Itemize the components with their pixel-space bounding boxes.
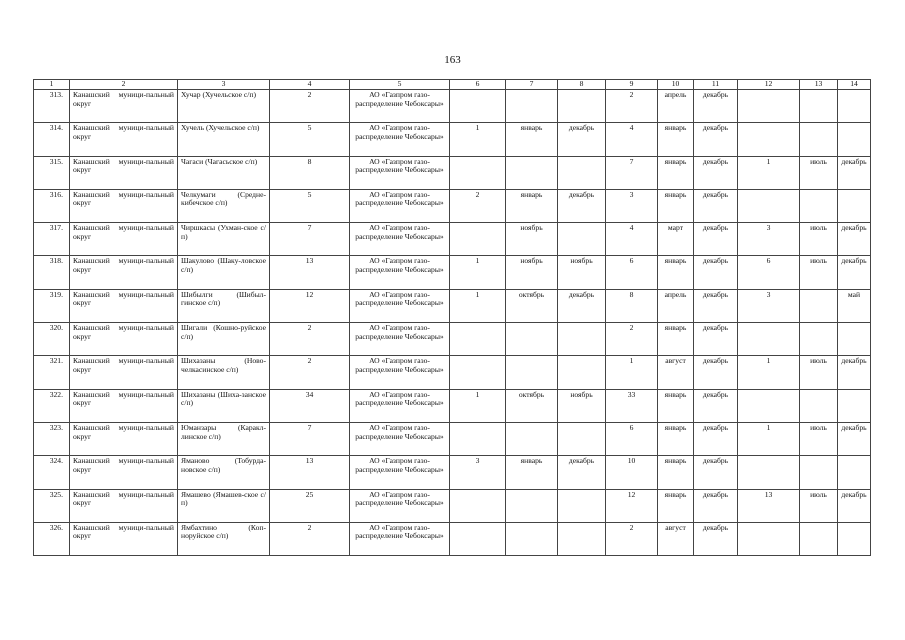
- col13-cell: [800, 456, 838, 489]
- col8-cell: [558, 90, 606, 123]
- col10-cell: январь: [658, 323, 694, 356]
- settlement-cell: Шигали (Кошно-руйское с/п): [178, 323, 270, 356]
- column-header-13: 13: [800, 80, 838, 90]
- organization-cell: АО «Газпром газо-распределение Чебоксары»: [350, 156, 450, 189]
- row-number: 313.: [34, 90, 70, 123]
- organization-cell: АО «Газпром газо-распределение Чебоксары»: [350, 522, 450, 555]
- col11-cell: декабрь: [694, 356, 738, 389]
- col10-cell: апрель: [658, 90, 694, 123]
- settlement-cell: Шихазаны (Ново-челкасинское с/п): [178, 356, 270, 389]
- col11-cell: декабрь: [694, 90, 738, 123]
- district-cell: Канашский муници-пальный округ: [70, 223, 178, 256]
- col7-cell: январь: [506, 123, 558, 156]
- col7-cell: [506, 156, 558, 189]
- col13-cell: июль: [800, 156, 838, 189]
- organization-cell: АО «Газпром газо-распределение Чебоксары»: [350, 422, 450, 455]
- col10-cell: август: [658, 522, 694, 555]
- col13-cell: июль: [800, 356, 838, 389]
- col10-cell: январь: [658, 456, 694, 489]
- col9-cell: 6: [606, 256, 658, 289]
- col9-cell: 2: [606, 323, 658, 356]
- column-header-11: 11: [694, 80, 738, 90]
- table-row: [34, 323, 871, 356]
- table-row: [34, 389, 871, 422]
- col6-cell: 1: [450, 389, 506, 422]
- col7-cell: январь: [506, 189, 558, 222]
- col13-cell: [800, 123, 838, 156]
- col13-cell: [800, 389, 838, 422]
- table-row: [34, 189, 871, 222]
- col9-cell: 3: [606, 189, 658, 222]
- table-row: [34, 289, 871, 322]
- col6-cell: [450, 90, 506, 123]
- settlement-cell: Челкумаги (Средне-кибечское с/п): [178, 189, 270, 222]
- col14-cell: [838, 123, 871, 156]
- col7-cell: [506, 522, 558, 555]
- settlement-cell: Шакулово (Шаку-ловское с/п): [178, 256, 270, 289]
- col10-cell: январь: [658, 489, 694, 522]
- col10-cell: январь: [658, 156, 694, 189]
- col8-cell: [558, 489, 606, 522]
- col8-cell: [558, 422, 606, 455]
- col10-cell: апрель: [658, 289, 694, 322]
- col12-cell: [738, 456, 800, 489]
- district-cell: Канашский муници-пальный округ: [70, 522, 178, 555]
- col14-cell: [838, 522, 871, 555]
- district-cell: Канашский муници-пальный округ: [70, 189, 178, 222]
- col9-cell: 2: [606, 522, 658, 555]
- col6-cell: [450, 522, 506, 555]
- table-row: [34, 256, 871, 289]
- col12-cell: [738, 189, 800, 222]
- col8-cell: декабрь: [558, 189, 606, 222]
- col9-cell: 4: [606, 123, 658, 156]
- table-row: [34, 522, 871, 555]
- col4-cell: 13: [270, 456, 350, 489]
- col9-cell: 7: [606, 156, 658, 189]
- table-row: [34, 223, 871, 256]
- row-number: 314.: [34, 123, 70, 156]
- district-cell: Канашский муници-пальный округ: [70, 90, 178, 123]
- col8-cell: [558, 156, 606, 189]
- col4-cell: 2: [270, 323, 350, 356]
- district-cell: Канашский муници-пальный округ: [70, 489, 178, 522]
- column-header-14: 14: [838, 80, 871, 90]
- col12-cell: [738, 323, 800, 356]
- organization-cell: АО «Газпром газо-распределение Чебоксары»: [350, 223, 450, 256]
- col7-cell: октябрь: [506, 389, 558, 422]
- col8-cell: ноябрь: [558, 389, 606, 422]
- col4-cell: 5: [270, 189, 350, 222]
- column-header-5: 5: [350, 80, 450, 90]
- header-row: [34, 80, 871, 90]
- col10-cell: январь: [658, 389, 694, 422]
- organization-cell: АО «Газпром газо-распределение Чебоксары»: [350, 123, 450, 156]
- row-number: 320.: [34, 323, 70, 356]
- column-header-8: 8: [558, 80, 606, 90]
- col14-cell: декабрь: [838, 223, 871, 256]
- col13-cell: [800, 522, 838, 555]
- col12-cell: 3: [738, 289, 800, 322]
- col8-cell: [558, 223, 606, 256]
- col12-cell: 1: [738, 422, 800, 455]
- settlement-cell: Шихазаны (Шиха-занское с/п): [178, 389, 270, 422]
- col4-cell: 2: [270, 356, 350, 389]
- row-number: 319.: [34, 289, 70, 322]
- col10-cell: март: [658, 223, 694, 256]
- col6-cell: [450, 422, 506, 455]
- page-number: 163: [444, 54, 461, 66]
- col11-cell: декабрь: [694, 289, 738, 322]
- col11-cell: декабрь: [694, 389, 738, 422]
- row-number: 321.: [34, 356, 70, 389]
- col12-cell: [738, 123, 800, 156]
- col7-cell: ноябрь: [506, 256, 558, 289]
- col10-cell: август: [658, 356, 694, 389]
- col11-cell: декабрь: [694, 156, 738, 189]
- col12-cell: 3: [738, 223, 800, 256]
- col6-cell: [450, 223, 506, 256]
- col14-cell: декабрь: [838, 489, 871, 522]
- col12-cell: [738, 90, 800, 123]
- col9-cell: 2: [606, 90, 658, 123]
- table-row: [34, 156, 871, 189]
- col12-cell: 1: [738, 356, 800, 389]
- column-header-10: 10: [658, 80, 694, 90]
- col9-cell: 10: [606, 456, 658, 489]
- row-number: 318.: [34, 256, 70, 289]
- col6-cell: [450, 356, 506, 389]
- table-row: [34, 123, 871, 156]
- row-number: 315.: [34, 156, 70, 189]
- col6-cell: 1: [450, 289, 506, 322]
- column-header-6: 6: [450, 80, 506, 90]
- col14-cell: декабрь: [838, 356, 871, 389]
- col8-cell: ноябрь: [558, 256, 606, 289]
- col13-cell: июль: [800, 256, 838, 289]
- col4-cell: 25: [270, 489, 350, 522]
- table-row: [34, 356, 871, 389]
- col7-cell: [506, 323, 558, 356]
- col4-cell: 12: [270, 289, 350, 322]
- district-cell: Канашский муници-пальный округ: [70, 456, 178, 489]
- col7-cell: ноябрь: [506, 223, 558, 256]
- row-number: 322.: [34, 389, 70, 422]
- col6-cell: 3: [450, 456, 506, 489]
- col14-cell: декабрь: [838, 422, 871, 455]
- col14-cell: декабрь: [838, 256, 871, 289]
- district-cell: Канашский муници-пальный округ: [70, 123, 178, 156]
- settlement-cell: Чагаси (Чагасьское с/п): [178, 156, 270, 189]
- row-number: 325.: [34, 489, 70, 522]
- settlement-cell: Ямбахтино (Коп-норуйское с/п): [178, 522, 270, 555]
- col8-cell: декабрь: [558, 289, 606, 322]
- col13-cell: июль: [800, 422, 838, 455]
- district-cell: Канашский муници-пальный округ: [70, 356, 178, 389]
- col6-cell: [450, 323, 506, 356]
- row-number: 326.: [34, 522, 70, 555]
- district-cell: Канашский муници-пальный округ: [70, 156, 178, 189]
- col9-cell: 6: [606, 422, 658, 455]
- row-number: 317.: [34, 223, 70, 256]
- col11-cell: декабрь: [694, 223, 738, 256]
- col12-cell: [738, 389, 800, 422]
- col14-cell: май: [838, 289, 871, 322]
- col14-cell: декабрь: [838, 156, 871, 189]
- col13-cell: [800, 90, 838, 123]
- col4-cell: 8: [270, 156, 350, 189]
- column-header-9: 9: [606, 80, 658, 90]
- table-row: [34, 456, 871, 489]
- col14-cell: [838, 389, 871, 422]
- row-number: 323.: [34, 422, 70, 455]
- col7-cell: [506, 489, 558, 522]
- settlement-cell: Хучель (Хучельское с/п): [178, 123, 270, 156]
- settlement-cell: Хучар (Хучельское с/п): [178, 90, 270, 123]
- organization-cell: АО «Газпром газо-распределение Чебоксары»: [350, 456, 450, 489]
- col4-cell: 2: [270, 90, 350, 123]
- col12-cell: [738, 522, 800, 555]
- organization-cell: АО «Газпром газо-распределение Чебоксары»: [350, 323, 450, 356]
- organization-cell: АО «Газпром газо-распределение Чебоксары»: [350, 189, 450, 222]
- col14-cell: [838, 456, 871, 489]
- col4-cell: 7: [270, 223, 350, 256]
- col7-cell: [506, 422, 558, 455]
- col11-cell: декабрь: [694, 256, 738, 289]
- col7-cell: [506, 90, 558, 123]
- organization-cell: АО «Газпром газо-распределение Чебоксары»: [350, 289, 450, 322]
- settlement-cell: Юманзары (Каракл-линское с/п): [178, 422, 270, 455]
- district-cell: Канашский муници-пальный округ: [70, 422, 178, 455]
- col11-cell: декабрь: [694, 422, 738, 455]
- col8-cell: декабрь: [558, 456, 606, 489]
- settlement-cell: Шибылги (Шибыл-гинское с/п): [178, 289, 270, 322]
- col13-cell: июль: [800, 223, 838, 256]
- organization-cell: АО «Газпром газо-распределение Чебоксары»: [350, 90, 450, 123]
- col10-cell: январь: [658, 123, 694, 156]
- col8-cell: [558, 356, 606, 389]
- table-body: [34, 90, 871, 556]
- col6-cell: 1: [450, 123, 506, 156]
- col4-cell: 2: [270, 522, 350, 555]
- col9-cell: 33: [606, 389, 658, 422]
- col12-cell: 6: [738, 256, 800, 289]
- organization-cell: АО «Газпром газо-распределение Чебоксары»: [350, 356, 450, 389]
- col9-cell: 8: [606, 289, 658, 322]
- col13-cell: [800, 323, 838, 356]
- col11-cell: декабрь: [694, 323, 738, 356]
- settlement-cell: Чиршкасы (Ухман-ское с/п): [178, 223, 270, 256]
- column-header-4: 4: [270, 80, 350, 90]
- column-header-3: 3: [178, 80, 270, 90]
- settlement-cell: Яманово (Тобурда-новское с/п): [178, 456, 270, 489]
- table-row: [34, 489, 871, 522]
- col11-cell: декабрь: [694, 489, 738, 522]
- col11-cell: декабрь: [694, 189, 738, 222]
- col4-cell: 34: [270, 389, 350, 422]
- col10-cell: январь: [658, 422, 694, 455]
- col13-cell: июль: [800, 489, 838, 522]
- col8-cell: [558, 522, 606, 555]
- column-header-1: 1: [34, 80, 70, 90]
- district-cell: Канашский муници-пальный округ: [70, 289, 178, 322]
- col12-cell: 13: [738, 489, 800, 522]
- col6-cell: [450, 489, 506, 522]
- col6-cell: 2: [450, 189, 506, 222]
- col13-cell: [800, 189, 838, 222]
- col10-cell: январь: [658, 256, 694, 289]
- col14-cell: [838, 189, 871, 222]
- col4-cell: 13: [270, 256, 350, 289]
- col11-cell: декабрь: [694, 522, 738, 555]
- organization-cell: АО «Газпром газо-распределение Чебоксары»: [350, 389, 450, 422]
- col4-cell: 5: [270, 123, 350, 156]
- col12-cell: 1: [738, 156, 800, 189]
- district-cell: Канашский муници-пальный округ: [70, 389, 178, 422]
- column-header-2: 2: [70, 80, 178, 90]
- col11-cell: декабрь: [694, 456, 738, 489]
- col11-cell: декабрь: [694, 123, 738, 156]
- col7-cell: январь: [506, 456, 558, 489]
- col9-cell: 12: [606, 489, 658, 522]
- col13-cell: [800, 289, 838, 322]
- district-cell: Канашский муници-пальный округ: [70, 256, 178, 289]
- col8-cell: декабрь: [558, 123, 606, 156]
- col9-cell: 4: [606, 223, 658, 256]
- settlement-cell: Ямашево (Ямашев-ское с/п): [178, 489, 270, 522]
- col14-cell: [838, 90, 871, 123]
- col4-cell: 7: [270, 422, 350, 455]
- col7-cell: октябрь: [506, 289, 558, 322]
- table-row: [34, 422, 871, 455]
- data-table: [33, 79, 871, 556]
- column-header-12: 12: [738, 80, 800, 90]
- organization-cell: АО «Газпром газо-распределение Чебоксары»: [350, 256, 450, 289]
- col6-cell: 1: [450, 256, 506, 289]
- organization-cell: АО «Газпром газо-распределение Чебоксары»: [350, 489, 450, 522]
- col7-cell: [506, 356, 558, 389]
- column-header-7: 7: [506, 80, 558, 90]
- col6-cell: [450, 156, 506, 189]
- district-cell: Канашский муници-пальный округ: [70, 323, 178, 356]
- row-number: 316.: [34, 189, 70, 222]
- table-row: [34, 90, 871, 123]
- col9-cell: 1: [606, 356, 658, 389]
- col14-cell: [838, 323, 871, 356]
- col8-cell: [558, 323, 606, 356]
- row-number: 324.: [34, 456, 70, 489]
- col10-cell: январь: [658, 189, 694, 222]
